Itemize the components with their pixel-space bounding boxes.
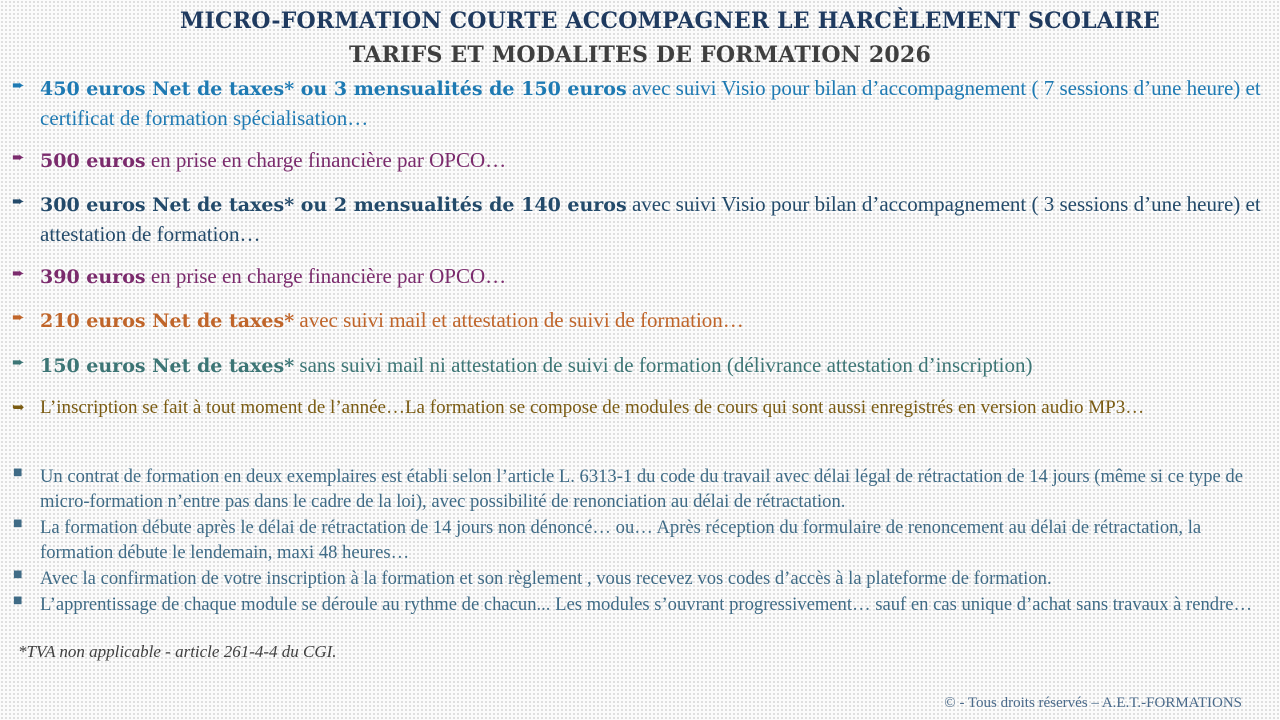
list-item-text: Avec la confirmation de votre inscription à la formation et son règlement , vous recevez vos codes d’accès à la plateforme de formation. <box>40 568 1052 589</box>
offer-item <box>12 190 1272 249</box>
list-item <box>12 515 1272 565</box>
square-bullet-icon: ■ <box>13 595 23 606</box>
square-bullet-icon: ■ <box>13 518 23 529</box>
offer-description: sans suivi mail ni attestation de suivi de formation (délivrance attestation d’inscription) <box>294 353 1033 377</box>
list-item-text: L’apprentissage de chaque module se déroule au rythme de chacun... Les modules s’ouvrant progressivement… sauf en cas unique d’achat sans travaux à rendre… <box>40 594 1253 615</box>
offer-price: 150 euros Net de taxes* <box>40 355 295 377</box>
offer-description: en prise en charge financière par OPCO… <box>145 264 507 288</box>
offer-price: 390 euros <box>40 266 146 288</box>
arrow-right-icon: ➨ <box>12 76 25 94</box>
offer-item <box>12 74 1272 133</box>
page-subtitle: TARIFS ET MODALITES DE FORMATION 2026 <box>349 42 931 68</box>
offer-item <box>12 351 1272 381</box>
arrow-right-icon: ➨ <box>12 192 25 210</box>
list-item <box>12 566 1272 591</box>
offer-description: en prise en charge financière par OPCO… <box>145 148 507 172</box>
arrow-right-icon: ➨ <box>12 308 25 326</box>
offer-item <box>12 146 1272 176</box>
offer-description: avec suivi Visio pour bilan d’accompagnement ( 7 sessions d’une heure) et certificat de formation spécialisation… <box>40 76 1261 130</box>
offer-price: 300 euros Net de taxes* ou 2 mensualités de 140 euros <box>40 194 627 216</box>
copyright-notice: © - Tous droits réservés – A.E.T.-FORMATIONS <box>944 695 1242 711</box>
list-item <box>12 592 1272 617</box>
inscription-text: L’inscription se fait à tout moment de l’année…La formation se compose de modules de cours qui sont aussi enregistrés en version audio MP3… <box>40 397 1145 418</box>
page-title: MICRO-FORMATION COURTE ACCOMPAGNER LE HARCÈLEMENT SCOLAIRE <box>179 8 1161 34</box>
list-item <box>12 464 1272 514</box>
offer-price: 450 euros Net de taxes* ou 3 mensualités de 150 euros <box>40 78 627 100</box>
list-item-text: Un contrat de formation en deux exemplaires est établi selon l’article L. 6313-1 du code du travail avec délai légal de rétractation de 14 jours (même si ce type de micro-formation n’entre pas dans le cadre de la loi), avec possibilité de renonciation au délai de rétractation. <box>40 466 1243 512</box>
inscription-note <box>12 396 1272 420</box>
list-item-text: La formation débute après le délai de rétractation de 14 jours non dénoncé… ou… Après réception du formulaire de renoncement au délai de rétractation, la formation débute le lendemain, maxi 48 heures… <box>40 517 1202 563</box>
arrow-right-icon: ➨ <box>12 353 25 371</box>
square-bullet-icon: ■ <box>13 467 23 478</box>
offer-price: 210 euros Net de taxes* <box>40 310 295 332</box>
arrow-right-icon: ➥ <box>12 398 25 416</box>
square-bullet-icon: ■ <box>13 569 23 580</box>
offer-description: avec suivi mail et attestation de suivi de formation… <box>294 308 744 332</box>
offer-item <box>12 306 1272 336</box>
arrow-right-icon: ➨ <box>12 264 25 282</box>
footnote: *TVA non applicable - article 261-4-4 du CGI. <box>18 642 337 661</box>
offer-item <box>12 262 1272 292</box>
offer-description: avec suivi Visio pour bilan d’accompagnement ( 3 sessions d’une heure) et attestation de formation… <box>40 192 1261 246</box>
offer-price: 500 euros <box>40 150 146 172</box>
arrow-right-icon: ➨ <box>12 148 25 166</box>
